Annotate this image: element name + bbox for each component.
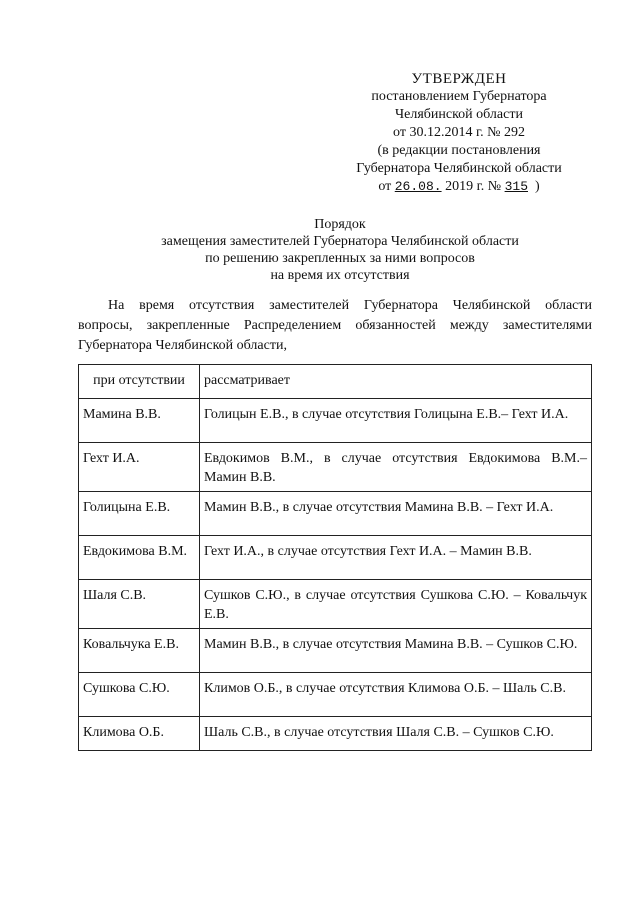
table-header-row — [79, 365, 592, 399]
cell-substitute: Голицын Е.В., в случае отсутствия Голицына Е.В.– Гехт И.А. — [200, 399, 592, 443]
header-substitute: рассматривает — [200, 365, 592, 399]
cell-absent: Сушкова С.Ю. — [79, 673, 200, 717]
substitution-table — [78, 364, 592, 751]
approval-line-4: (в редакции постановления — [377, 143, 541, 158]
approval-from-prefix: от — [378, 179, 392, 194]
table-row — [79, 443, 592, 492]
title-line-1: Порядок — [314, 217, 366, 232]
title-line-3: по решению закрепленных за ними вопросов — [205, 251, 475, 266]
approval-stamp-block — [340, 70, 578, 196]
cell-substitute: Шаль С.В., в случае отсутствия Шаля С.В. – Сушков С.Ю. — [200, 717, 592, 751]
approval-line-1: постановлением Губернатора — [371, 89, 547, 104]
table-row — [79, 629, 592, 673]
approval-line-2: Челябинской области — [395, 107, 523, 122]
intro-rest: вопросы, закрепленные Распределением обязанностей между заместителями Губернатора Челябинской области, — [78, 318, 592, 353]
header-absent: при отсутствии — [79, 365, 200, 399]
cell-substitute: Гехт И.А., в случае отсутствия Гехт И.А. – Мамин В.В. — [200, 536, 592, 580]
cell-substitute: Климов О.Б., в случае отсутствия Климова О.Б. – Шаль С.В. — [200, 673, 592, 717]
cell-substitute: Евдокимов В.М., в случае отсутствия Евдокимова В.М.– Мамин В.В. — [200, 443, 592, 492]
cell-absent: Ковальчука Е.В. — [79, 629, 200, 673]
handwritten-number: 315 — [504, 179, 528, 194]
intro-first-line: На время отсутствия заместителей Губернатора Челябинской области — [108, 298, 592, 313]
table-row — [79, 399, 592, 443]
title-line-4: на время их отсутствия — [270, 268, 410, 283]
cell-absent: Мамина В.В. — [79, 399, 200, 443]
cell-substitute: Мамин В.В., в случае отсутствия Мамина В.В. – Гехт И.А. — [200, 492, 592, 536]
table-row — [79, 580, 592, 629]
cell-substitute: Мамин В.В., в случае отсутствия Мамина В.В. – Сушков С.Ю. — [200, 629, 592, 673]
cell-absent: Гехт И.А. — [79, 443, 200, 492]
approval-line-5: Губернатора Челябинской области — [356, 161, 562, 176]
table-row — [79, 536, 592, 580]
cell-absent: Климова О.Б. — [79, 717, 200, 751]
cell-substitute: Сушков С.Ю., в случае отсутствия Сушкова С.Ю. – Ковальчук Е.В. — [200, 580, 592, 629]
table-row — [79, 673, 592, 717]
approval-line-3: от 30.12.2014 г. № 292 — [393, 125, 525, 140]
document-title — [90, 216, 590, 284]
approval-line-6 — [340, 178, 578, 196]
cell-absent: Голицына Е.В. — [79, 492, 200, 536]
title-line-2: замещения заместителей Губернатора Челябинской области — [161, 234, 519, 249]
approval-year: 2019 г. № — [445, 179, 502, 194]
cell-absent: Шаля С.В. — [79, 580, 200, 629]
cell-absent: Евдокимова В.М. — [79, 536, 200, 580]
handwritten-date: 26.08. — [394, 179, 442, 194]
table-row — [79, 492, 592, 536]
table-row — [79, 717, 592, 751]
approved-heading: УТВЕРЖДЕН — [411, 71, 507, 87]
intro-paragraph — [78, 296, 592, 356]
approval-close-paren: ) — [535, 179, 540, 194]
